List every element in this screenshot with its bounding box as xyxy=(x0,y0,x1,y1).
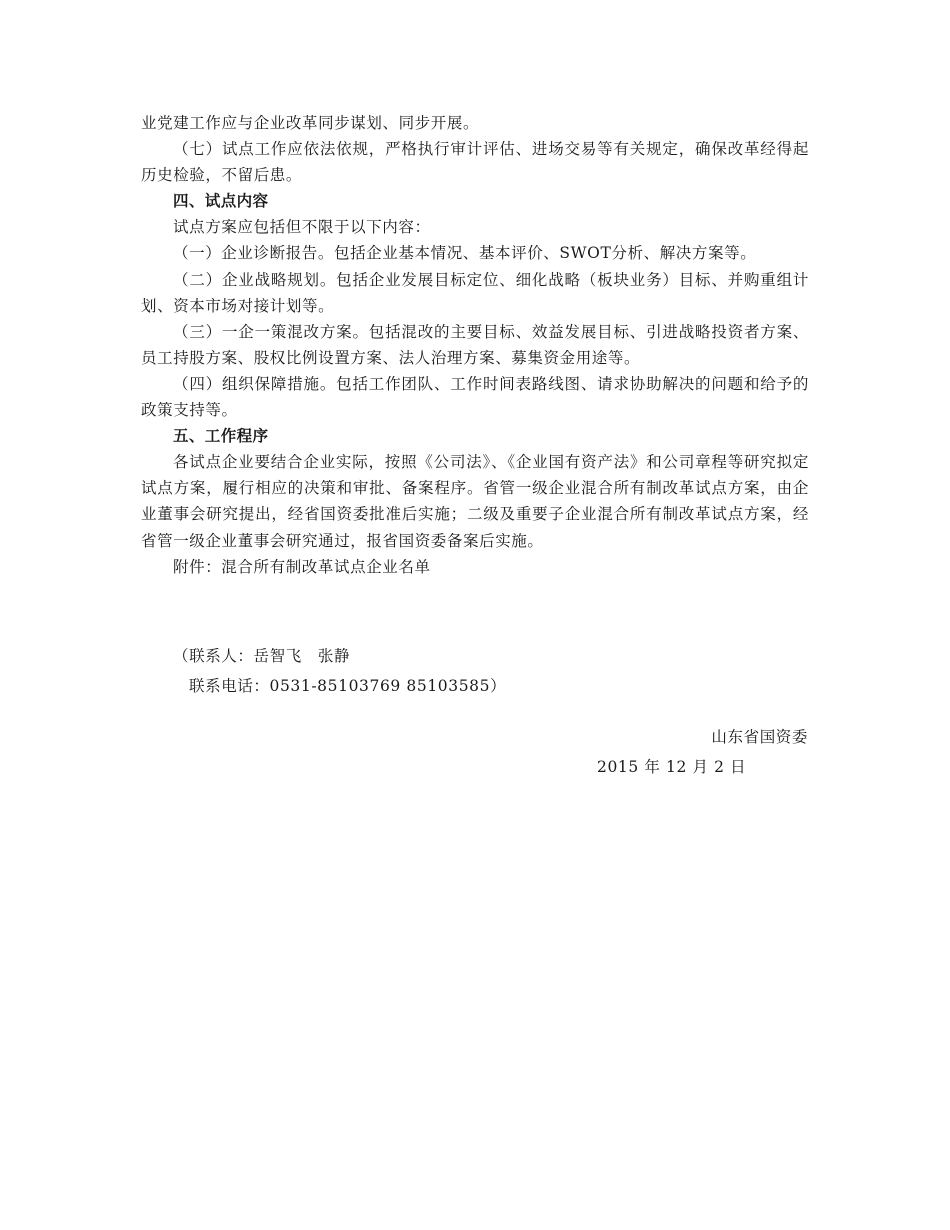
paragraph-procedure: 各试点企业要结合企业实际，按照《公司法》、《企业国有资产法》和公司章程等研究拟定试点方案，履行相应的决策和审批、备案程序。省管一级企业混合所有制改革试点方案，由企业董事会研究提出，经省国资委批准后实施；二级及重要子企业混合所有制改革试点方案，经省管一级企业董事会研究通过，报省国资委备案后实施。 xyxy=(141,453,809,550)
paragraph-item-four: （四）组织保障措施。包括工作团队、工作时间表路线图、请求协助解决的问题和给予的政策支持等。 xyxy=(141,374,809,420)
issue-date: 2015 年 12 月 2 日 xyxy=(597,758,747,776)
contact-block xyxy=(173,641,506,701)
paragraph-item-two: （二）企业战略规划。包括企业发展目标定位、细化战略（板块业务）目标、并购重组计划、资本市场对接计划等。 xyxy=(141,270,809,315)
section-heading-pilot-content: 四、试点内容 xyxy=(173,192,269,211)
signer: 山东省国资委 xyxy=(711,728,808,746)
paragraph-content-intro: 试点方案应包括但不限于以下内容： xyxy=(173,218,431,237)
paragraph-attachment: 附件：混合所有制改革试点企业名单 xyxy=(173,557,431,576)
paragraph-item-one: （一）企业诊断报告。包括企业基本情况、基本评价、SWOT分析、解决方案等。 xyxy=(173,244,757,263)
paragraph-continuation: 业党建工作应与企业改革同步谋划、同步开展。 xyxy=(141,114,480,132)
contact-persons: （联系人：岳智飞 张静 xyxy=(173,647,351,665)
contact-phone: 联系电话：0531-85103769 85103585） xyxy=(189,677,507,695)
paragraph-item-seven: （七）试点工作应依法依规，严格执行审计评估、进场交易等有关规定，确保改革经得起历史检验，不留后患。 xyxy=(141,140,809,185)
paragraph-item-three: （三）一企一策混改方案。包括混改的主要目标、效益发展目标、引进战略投资者方案、员工持股方案、股权比例设置方案、法人治理方案、募集资金用途等。 xyxy=(141,322,809,367)
document-body xyxy=(141,110,809,580)
section-heading-work-procedure: 五、工作程序 xyxy=(173,427,269,446)
